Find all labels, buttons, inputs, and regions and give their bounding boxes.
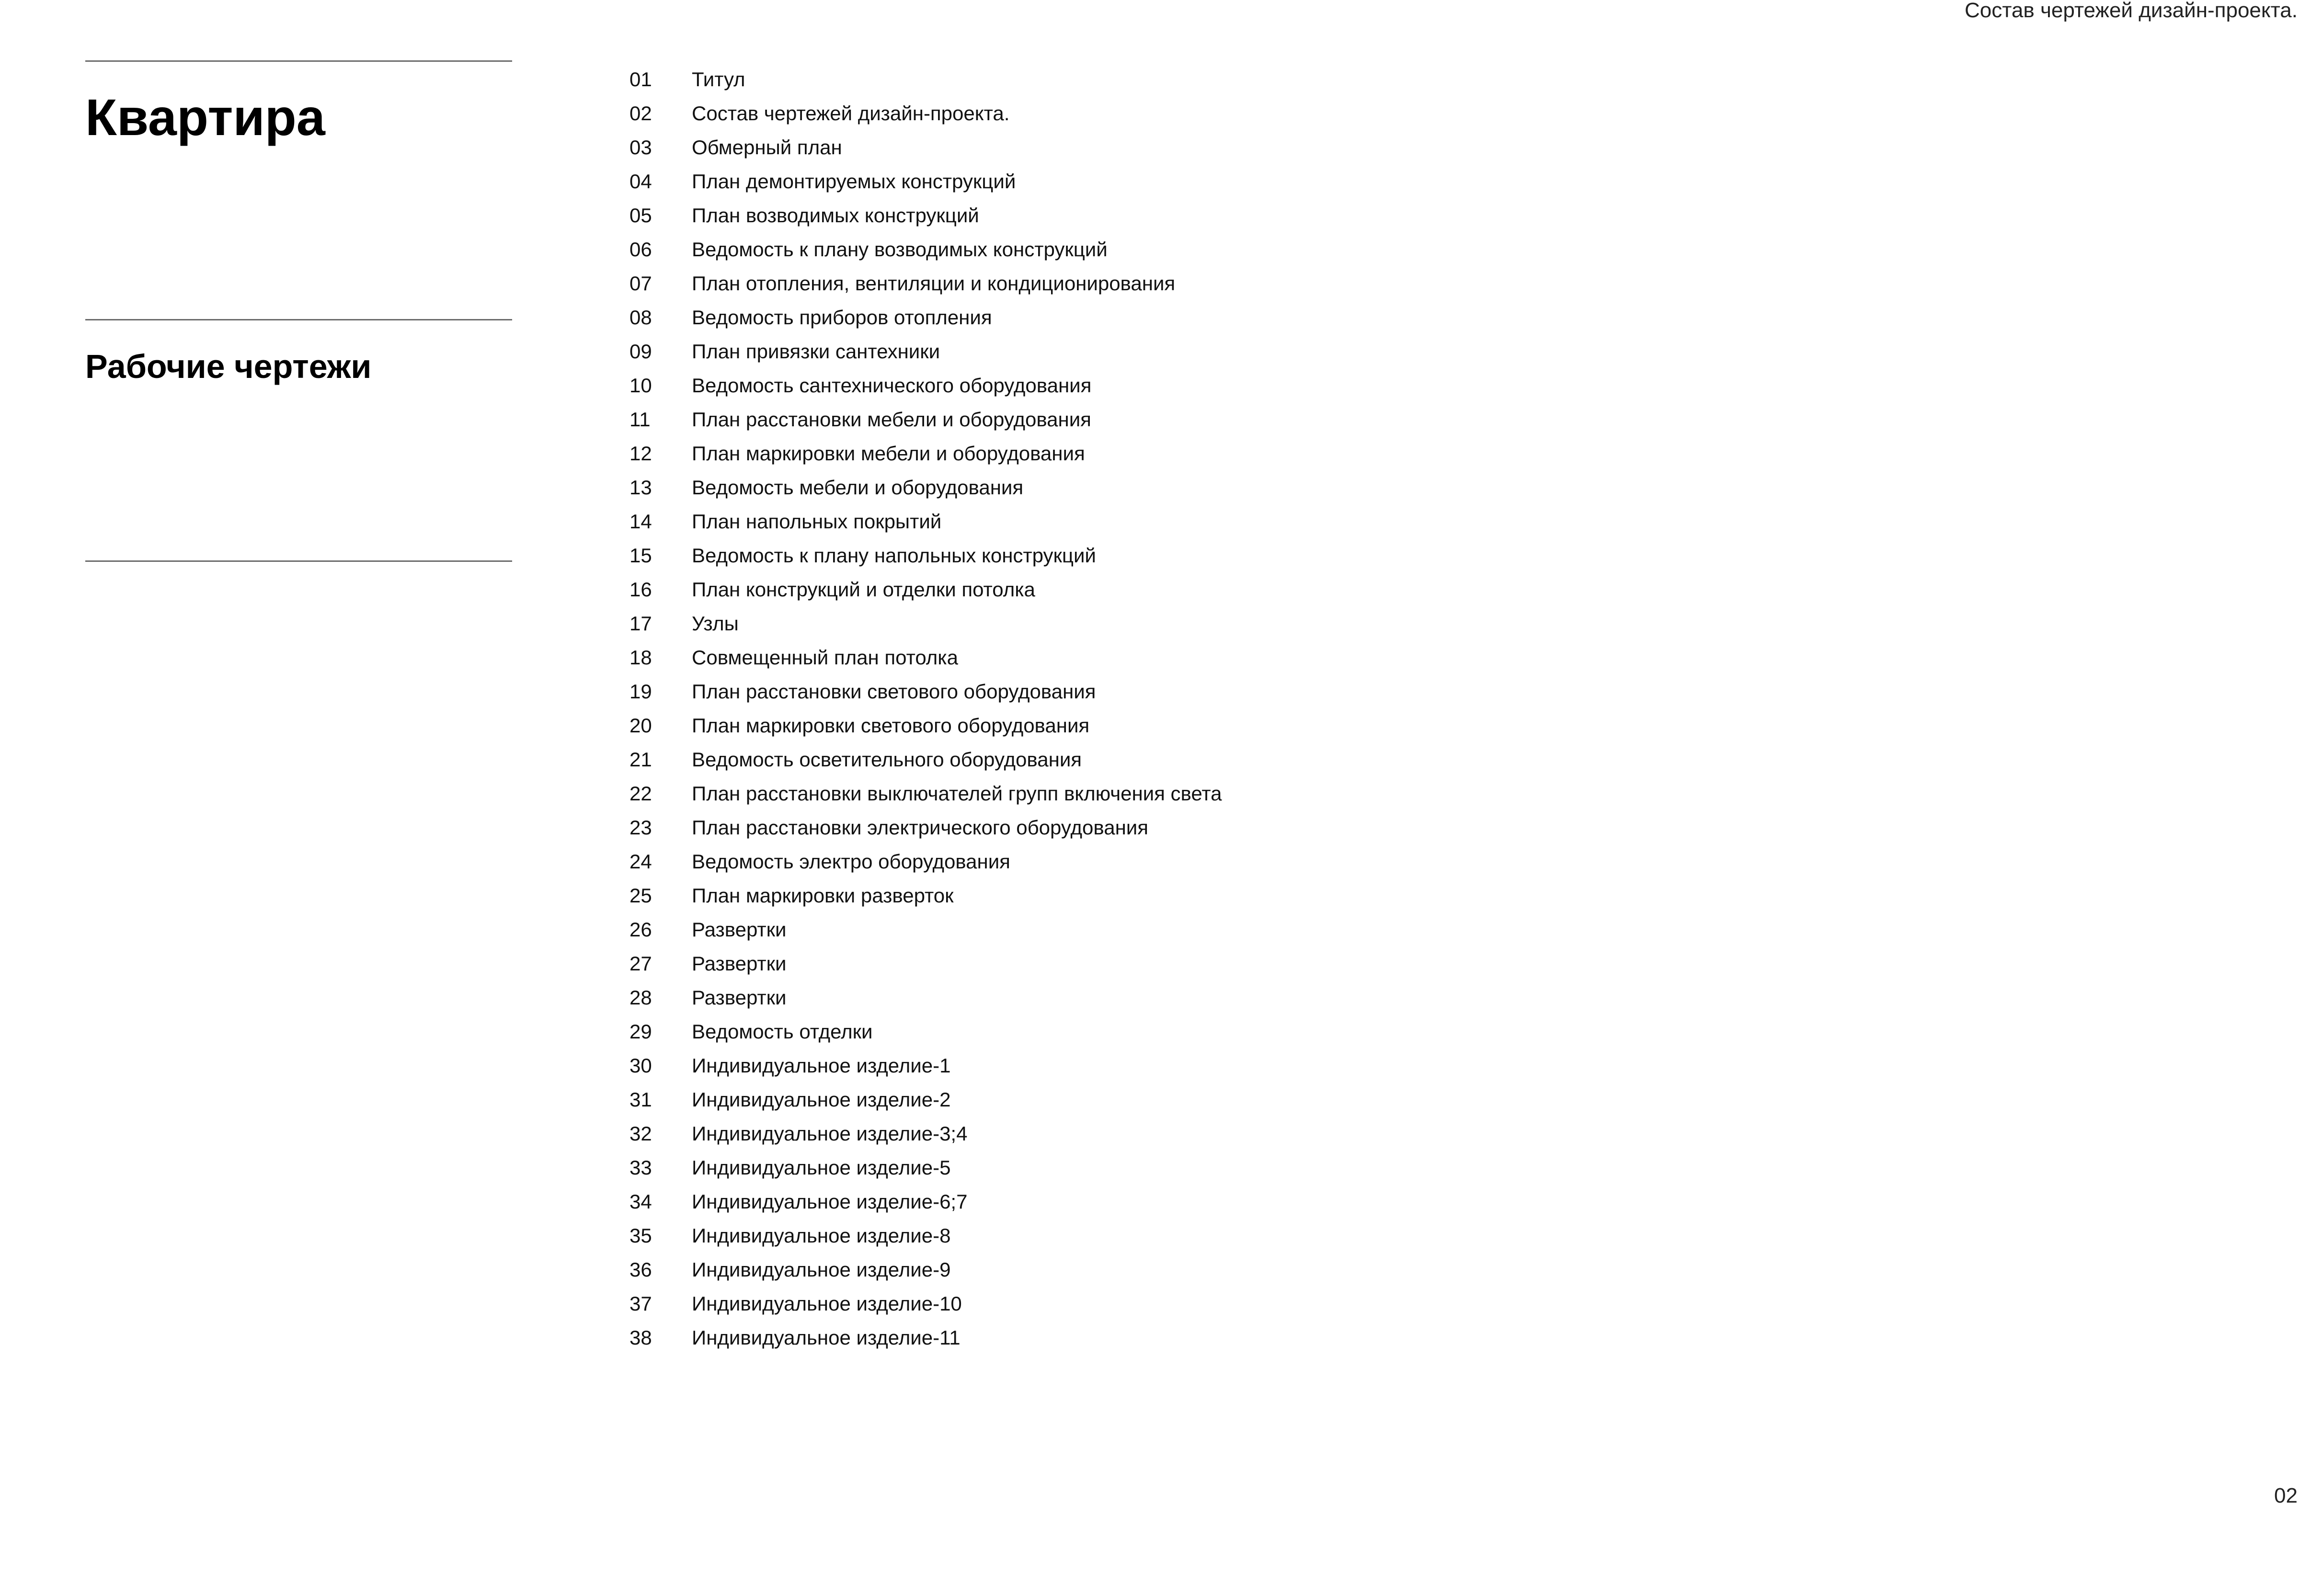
sheet-name: Обмерный план	[692, 136, 842, 159]
sheet-list-item	[629, 203, 1222, 237]
sheet-number: 36	[629, 1258, 652, 1281]
sheet-name: Ведомость электро оборудования	[692, 850, 1010, 873]
sheet-list-item	[629, 985, 1222, 1019]
sheet-name: Индивидуальное изделие-2	[692, 1088, 951, 1111]
sheet-name: Индивидуальное изделие-5	[692, 1156, 951, 1179]
sheet-list-item	[629, 237, 1222, 271]
top-divider	[85, 60, 512, 62]
sheet-name: План демонтируемых конструкций	[692, 170, 1016, 193]
sheet-name: План конструкций и отделки потолка	[692, 578, 1035, 601]
sheet-list-item	[629, 1053, 1222, 1087]
sheet-name: Развертки	[692, 986, 787, 1009]
sheet-list-item	[629, 101, 1222, 135]
sheet-list-item	[629, 407, 1222, 441]
sheet-list-item	[629, 781, 1222, 815]
sheet-list-item	[629, 1019, 1222, 1053]
sheet-name: Индивидуальное изделие-11	[692, 1326, 961, 1349]
sheet-list-item	[629, 713, 1222, 747]
sheet-number: 04	[629, 170, 652, 193]
sheet-list-item	[629, 679, 1222, 713]
sheet-name: План привязки сантехники	[692, 340, 940, 363]
sheet-name: Ведомость сантехнического оборудования	[692, 374, 1092, 397]
sheet-number: 28	[629, 986, 652, 1009]
sheet-number: 24	[629, 850, 652, 873]
sheet-name: План напольных покрытий	[692, 510, 942, 533]
sheet-list-item	[629, 441, 1222, 475]
sheet-list-item	[629, 849, 1222, 883]
sheet-name: Развертки	[692, 952, 787, 975]
sheet-number: 12	[629, 442, 652, 465]
sheet-name: План маркировки светового оборудования	[692, 714, 1090, 737]
sheet-number: 07	[629, 272, 652, 295]
sheet-list-item	[629, 475, 1222, 509]
page-number: 02	[2274, 1484, 2298, 1507]
sheet-list-item	[629, 645, 1222, 679]
sheet-name: Индивидуальное изделие-8	[692, 1224, 951, 1247]
sheet-list-item	[629, 611, 1222, 645]
sheet-name: Ведомость мебели и оборудования	[692, 476, 1024, 499]
sheet-list-item	[629, 67, 1222, 101]
sheet-list	[629, 67, 1222, 1359]
sheet-name: Ведомость отделки	[692, 1020, 873, 1043]
sheet-number: 23	[629, 816, 652, 839]
sheet-name: План расстановки светового оборудования	[692, 680, 1096, 703]
document-header-title: Состав чертежей дизайн-проекта.	[1965, 0, 2298, 22]
sheet-number: 29	[629, 1020, 652, 1043]
sheet-number: 15	[629, 544, 652, 567]
sheet-number: 35	[629, 1224, 652, 1247]
sheet-number: 06	[629, 238, 652, 261]
sheet-number: 13	[629, 476, 652, 499]
sheet-number: 09	[629, 340, 652, 363]
sheet-number: 33	[629, 1156, 652, 1179]
sheet-number: 31	[629, 1088, 652, 1111]
sheet-number: 30	[629, 1054, 652, 1077]
sheet-name: Узлы	[692, 612, 739, 635]
sheet-name: Индивидуальное изделие-10	[692, 1292, 962, 1315]
sheet-number: 21	[629, 748, 652, 771]
section-title: Рабочие чертежи	[85, 348, 372, 385]
sheet-list-item	[629, 1121, 1222, 1155]
sheet-name: Индивидуальное изделие-1	[692, 1054, 951, 1077]
sheet-name: Индивидуальное изделие-9	[692, 1258, 951, 1281]
sheet-list-item	[629, 373, 1222, 407]
sheet-number: 18	[629, 646, 652, 669]
sheet-list-item	[629, 135, 1222, 169]
sheet-list-item	[629, 1087, 1222, 1121]
sheet-number: 20	[629, 714, 652, 737]
sheet-name: План расстановки мебели и оборудования	[692, 408, 1091, 431]
project-title: Квартира	[85, 88, 325, 146]
sheet-number: 22	[629, 782, 652, 805]
sheet-list-item	[629, 815, 1222, 849]
sheet-number: 32	[629, 1122, 652, 1145]
sheet-number: 37	[629, 1292, 652, 1315]
sheet-list-item	[629, 169, 1222, 203]
sheet-number: 02	[629, 102, 652, 125]
sheet-name: План расстановки выключателей групп включения света	[692, 782, 1222, 805]
sheet-list-item	[629, 339, 1222, 373]
sheet-number: 03	[629, 136, 652, 159]
sheet-name: Титул	[692, 68, 745, 91]
sheet-name: Ведомость осветительного оборудования	[692, 748, 1082, 771]
sheet-number: 19	[629, 680, 652, 703]
sheet-number: 10	[629, 374, 652, 397]
sheet-list-item	[629, 1189, 1222, 1223]
sheet-number: 17	[629, 612, 652, 635]
sheet-name: Развертки	[692, 918, 787, 941]
sheet-list-item	[629, 1155, 1222, 1189]
sheet-number: 16	[629, 578, 652, 601]
sheet-list-item	[629, 305, 1222, 339]
sheet-number: 14	[629, 510, 652, 533]
sheet-number: 38	[629, 1326, 652, 1349]
sheet-name: Индивидуальное изделие-6;7	[692, 1190, 968, 1213]
sheet-list-item	[629, 747, 1222, 781]
bottom-divider	[85, 560, 512, 562]
sheet-name: Ведомость к плану напольных конструкций	[692, 544, 1096, 567]
sheet-list-item	[629, 917, 1222, 951]
sheet-number: 08	[629, 306, 652, 329]
sheet-list-item	[629, 1325, 1222, 1359]
sheet-name: Ведомость к плану возводимых конструкций	[692, 238, 1108, 261]
sheet-number: 34	[629, 1190, 652, 1213]
sheet-number: 25	[629, 884, 652, 907]
middle-divider	[85, 319, 512, 320]
sheet-number: 11	[629, 408, 651, 431]
sheet-name: План расстановки электрического оборудования	[692, 816, 1148, 839]
sheet-name: Состав чертежей дизайн-проекта.	[692, 102, 1010, 125]
sheet-name: Ведомость приборов отопления	[692, 306, 992, 329]
sheet-number: 01	[629, 68, 652, 91]
sheet-name: План отопления, вентиляции и кондиционирования	[692, 272, 1176, 295]
sheet-list-item	[629, 1223, 1222, 1257]
sheet-name: План маркировки разверток	[692, 884, 954, 907]
sheet-number: 05	[629, 204, 652, 227]
sheet-list-item	[629, 577, 1222, 611]
sheet-name: План маркировки мебели и оборудования	[692, 442, 1085, 465]
sheet-list-item	[629, 883, 1222, 917]
sheet-name: План возводимых конструкций	[692, 204, 979, 227]
sheet-list-item	[629, 1291, 1222, 1325]
sheet-list-item	[629, 509, 1222, 543]
sheet-list-item	[629, 543, 1222, 577]
sheet-list-item	[629, 951, 1222, 985]
sheet-name: Совмещенный план потолка	[692, 646, 958, 669]
sheet-number: 27	[629, 952, 652, 975]
sheet-name: Индивидуальное изделие-3;4	[692, 1122, 968, 1145]
sheet-number: 26	[629, 918, 652, 941]
sheet-list-item	[629, 271, 1222, 305]
sheet-list-item	[629, 1257, 1222, 1291]
